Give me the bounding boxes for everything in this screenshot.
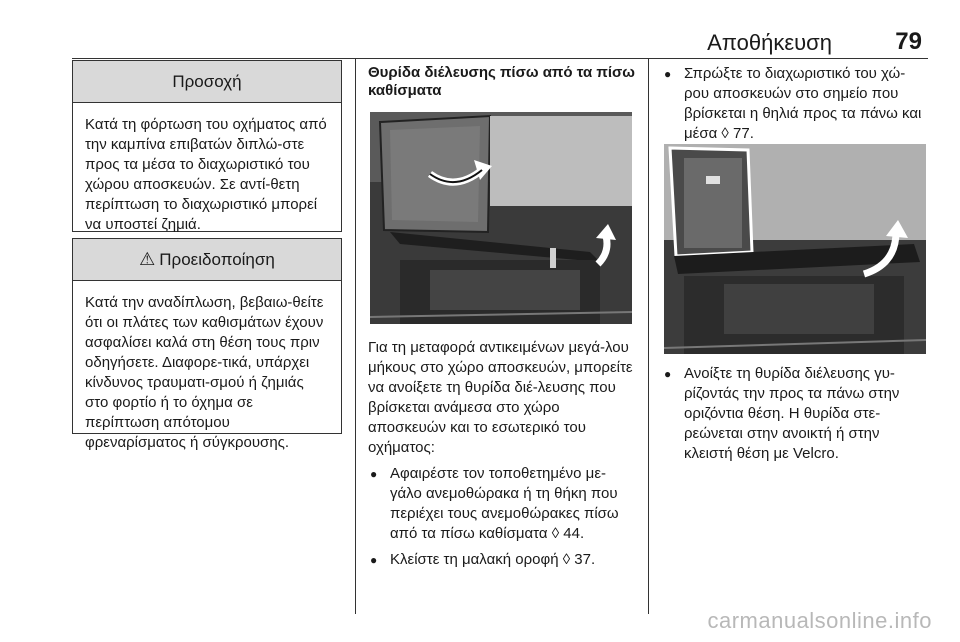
warning-box: [72, 238, 342, 451]
trunk-photo-divider: [664, 144, 926, 354]
list-item: ● Ανοίξτε τη θυρίδα διέλευσης γυ-ρίζοντάς την προς τα πάνω στην οριζόντια θέση. Η θυρίδα στε-ρεώνεται στην ανοικτή ή στην κλειστή θέση με Velcro.: [662, 364, 928, 464]
list-item: ● Κλείστε τη μαλακή οροφή ◊ 37.: [368, 550, 636, 570]
page-number: 79: [895, 28, 922, 55]
column-divider-1: [355, 58, 356, 614]
watermark: carmanualsonline.info: [707, 608, 932, 633]
header-rule: [72, 58, 928, 59]
list-item: ● Σπρώξτε το διαχωριστικό του χώ-ρου αποσκευών στο σημείο που βρίσκεται η θηλιά προς τα πάνω και μέσα ◊ 77.: [662, 64, 928, 144]
caution-box: [72, 60, 342, 232]
trunk-photo-pass-through: [370, 112, 632, 324]
warning-box-header: [73, 239, 341, 281]
page-title: Αποθήκευση: [707, 30, 832, 55]
intro-paragraph: Για τη μεταφορά αντικειμένων μεγά-λου μήκους στο χώρο αποσκευών, μπορείτε να ανοίξετε τη θυρίδα διέ-λευσης που βρίσκεται ανάμεσα στο χώρο αποσκευών και το εσωτερικό του οχήματος:: [368, 339, 633, 456]
caution-box-title: Προσοχή: [73, 61, 341, 103]
page-header: [72, 28, 928, 58]
column-divider-2: [648, 58, 649, 614]
warning-triangle-icon: ⚠: [139, 249, 156, 269]
caution-box-text: Κατά τη φόρτωση του οχήματος από την καμπίνα επιβατών διπλώ-στε προς τα μέσα το διαχωριστικό του χώρου αποσκευών. Σε αντί-θετη περίπτωση το διαχωριστικό μπορεί να υποστεί ζημιά.: [85, 116, 327, 233]
warning-box-text: Κατά την αναδίπλωση, βεβαιω-θείτε ότι οι πλάτες των καθισμάτων έχουν ασφαλίσει καλά στη θέση τους πριν οδηγήσετε. Διαφορε-τικά, υπάρχει κίνδυνος τραυματι-σμού ή ζημιάς στο φορτίο ή το όχημα σε περίπτωση απότομου φρεναρίσματος ή σύγκρουσης.: [85, 294, 324, 451]
warning-box-title: Προειδοποίηση: [159, 249, 275, 269]
list-item: ● Αφαιρέστε τον τοποθετημένο με-γάλο ανεμοθώρακα ή τη θήκη που περιέχει τους ανεμοθώρακες πίσω από τα πίσω καθίσματα ◊ 44.: [368, 464, 636, 544]
section-heading: Θυρίδα διέλευσης πίσω από τα πίσω καθίσματα: [368, 64, 635, 99]
